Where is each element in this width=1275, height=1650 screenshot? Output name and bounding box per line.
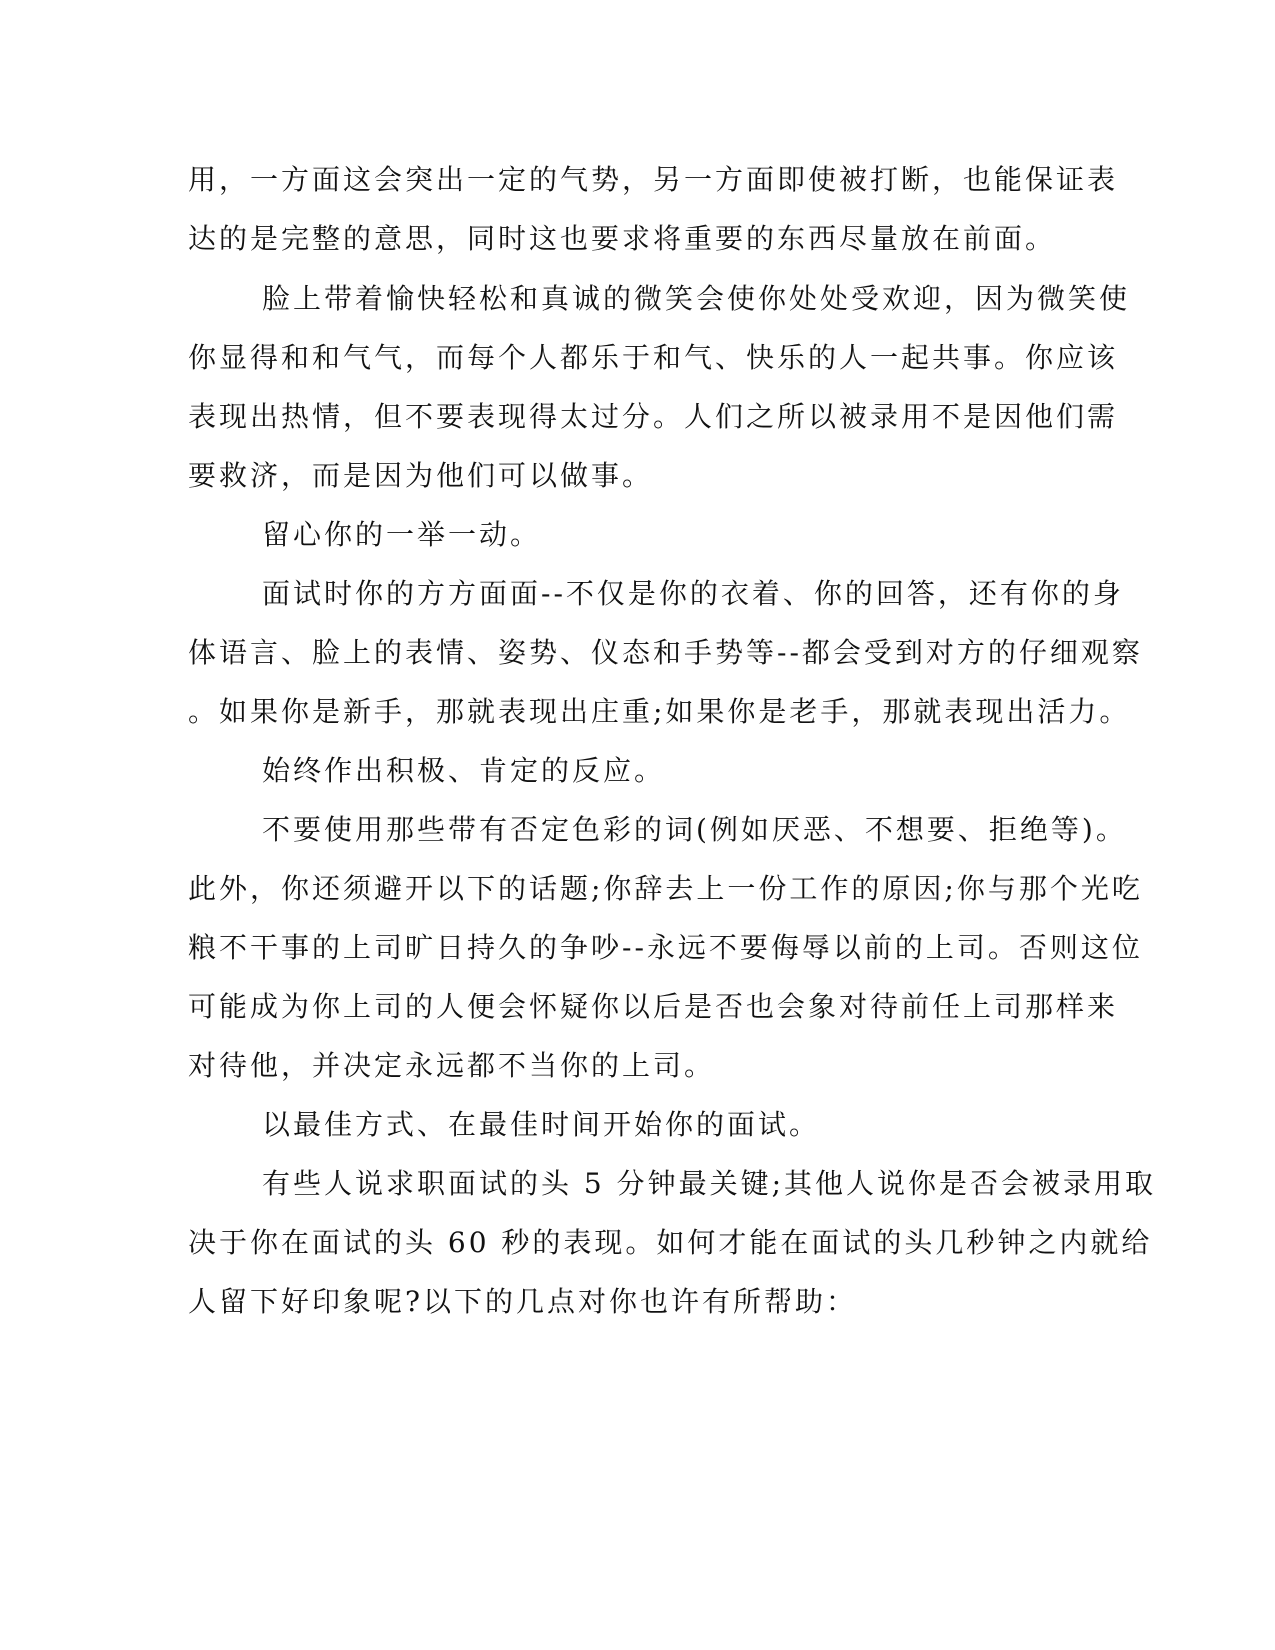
text-line: 体语言、脸上的表情、姿势、仪态和手势等--都会受到对方的仔细观察	[188, 636, 1143, 669]
text-line: 对待他，并决定永远都不当你的上司。	[188, 1049, 716, 1082]
text-line: 人留下好印象呢?以下的几点对你也许有所帮助：	[188, 1285, 858, 1318]
paragraph-first-line: 不要使用那些带有否定色彩的词(例如厌恶、不想要、拒绝等)。	[262, 813, 1127, 846]
text-line: 你显得和和气气，而每个人都乐于和气、快乐的人一起共事。你应该	[188, 341, 1119, 374]
text-line: 可能成为你上司的人便会怀疑你以后是否也会象对待前任上司那样来	[188, 990, 1119, 1023]
text-line: 用，一方面这会突出一定的气势，另一方面即使被打断，也能保证表	[188, 163, 1119, 196]
text-line: 粮不干事的上司旷日持久的争吵--永远不要侮辱以前的上司。否则这位	[188, 931, 1143, 964]
text-line: 达的是完整的意思，同时这也要求将重要的东西尽量放在前面。	[188, 222, 1057, 255]
paragraph-first-line: 有些人说求职面试的头 5 分钟最关键;其他人说你是否会被录用取	[262, 1167, 1157, 1200]
text-line: 要救济，而是因为他们可以做事。	[188, 459, 654, 492]
paragraph-first-line: 面试时你的方方面面--不仅是你的衣着、你的回答，还有你的身	[262, 577, 1124, 610]
section-heading: 以最佳方式、在最佳时间开始你的面试。	[262, 1108, 821, 1141]
section-heading: 始终作出积极、肯定的反应。	[262, 754, 666, 787]
paragraph-first-line: 脸上带着愉快轻松和真诚的微笑会使你处处受欢迎，因为微笑使	[262, 282, 1131, 315]
text-line: 此外，你还须避开以下的话题;你辞去上一份工作的原因;你与那个光吃	[188, 872, 1143, 905]
text-line: 表现出热情，但不要表现得太过分。人们之所以被录用不是因他们需	[188, 400, 1119, 433]
text-line: 决于你在面试的头 60 秒的表现。如何才能在面试的头几秒钟之内就给	[188, 1226, 1153, 1259]
section-heading: 留心你的一举一动。	[262, 518, 542, 551]
text-line: 。如果你是新手，那就表现出庄重;如果你是老手，那就表现出活力。	[188, 695, 1131, 728]
